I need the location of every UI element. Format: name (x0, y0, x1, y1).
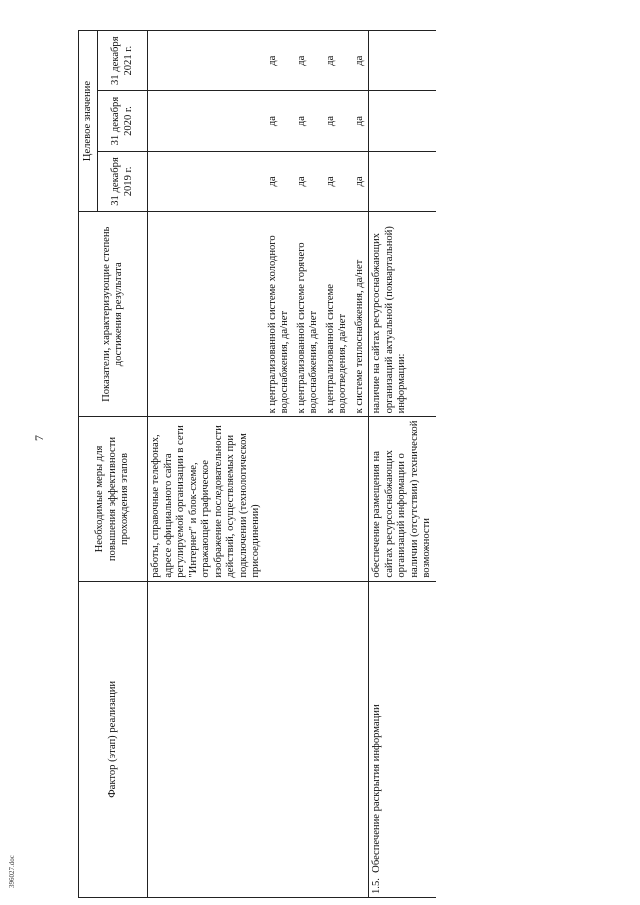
indicator-wastewater: к централизованной системе водоотведения, да/нет (323, 212, 352, 417)
indicator-cell: наличие на сайтах ресурсоснабжающих организаций актуальной (поквартальной) информации: (369, 212, 436, 417)
table-row (265, 31, 294, 898)
table-row (369, 31, 436, 898)
value-2021: да (323, 31, 352, 91)
header-indicators: Показатели, характеризующие степень достижения результата (79, 212, 148, 417)
factor-cell (369, 581, 436, 897)
header-year-2020: 31 декабря 2020 г. (98, 91, 148, 151)
value-2020: да (323, 91, 352, 151)
value-2020: да (294, 91, 323, 151)
value-2021: да (265, 31, 294, 91)
indicator-hot-water: к централизованной системе горячего водоснабжения, да/нет (294, 212, 323, 417)
measures-continued-text: работы, справочные телефонах, адресе официального сайта регулируемой организации в сети "Интернет" и блок-схеме, отражающей графическое изображение последовательности действий, осуществляемых при подключении (технологическом присоединении) (148, 417, 265, 581)
header-measures: Необходимые меры для повышения эффективности прохождения этапов (79, 417, 148, 581)
value-2019: да (294, 151, 323, 211)
value-2019: да (323, 151, 352, 211)
value-2020: да (265, 91, 294, 151)
indicator-cold-water: к централизованной системе холодного водоснабжения, да/нет (265, 212, 294, 417)
table-row (148, 31, 265, 898)
header-factor: Фактор (этап) реализации (79, 581, 148, 897)
rotated-table-page (78, 30, 502, 898)
value-2019: да (352, 151, 369, 211)
page-number: 7 (32, 435, 46, 441)
measures-cell: обеспечение размещения на сайтах ресурсоснабжающих организаций информации о наличии (отсутствии) технической возможности (369, 417, 436, 581)
row-number: 1.5. (371, 878, 382, 894)
table-row (352, 31, 369, 898)
table-row (294, 31, 323, 898)
value-2020: да (352, 91, 369, 151)
header-year-2021: 31 декабря 2021 г. (98, 31, 148, 91)
value-2021: да (294, 31, 323, 91)
value-2021: да (352, 31, 369, 91)
measures-table (78, 30, 436, 898)
header-year-2019: 31 декабря 2019 г. (98, 151, 148, 211)
header-target-value: Целевое значение (79, 31, 98, 212)
table-row (323, 31, 352, 898)
value-2019: да (265, 151, 294, 211)
indicator-heat-supply: к системе теплоснабжения, да/нет (352, 212, 369, 417)
factor-label: Обеспечение раскрытия информации (371, 704, 382, 873)
document-code: 396027.doc (8, 855, 16, 888)
